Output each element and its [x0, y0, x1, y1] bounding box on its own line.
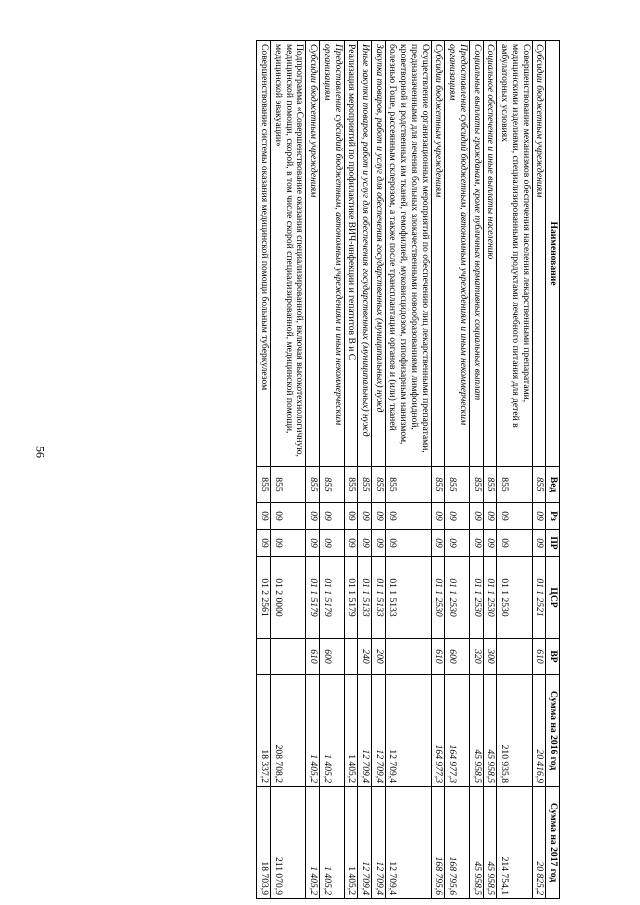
cell-sum-2016: 1 405,2 [344, 675, 358, 787]
cell-rz: 09 [306, 503, 320, 530]
table-body [257, 41, 546, 899]
cell-pr: 09 [431, 530, 445, 557]
cell-ved: 855 [271, 467, 306, 503]
table-header-row [546, 41, 560, 899]
cell-pr: 09 [257, 530, 271, 557]
cell-sum-2016: 45 958,5 [483, 675, 497, 787]
cell-vr: 610 [431, 639, 445, 675]
header-vr: ВР [546, 639, 560, 675]
cell-sum-2017: 20 825,2 [532, 787, 546, 899]
cell-sum-2016: 1 405,2 [306, 675, 320, 787]
table-row [469, 41, 483, 899]
cell-vr [344, 639, 358, 675]
cell-ved: 855 [358, 467, 372, 503]
cell-vr: 320 [469, 639, 483, 675]
cell-pr: 09 [532, 530, 546, 557]
cell-name: Осуществление организационных мероприятий по обеспечению лиц лекарственными препаратами, предназначенными для лечения больных злокачественными новообразованиями лимфоидной, кроветворной и родственных им тканей, гемофилией, муковисцидозом, гипофизарным нанизмом, болезнью Гоше, рассеянным склерозом, а также после трансплантации органов и (или) тканей [385, 41, 431, 467]
cell-sum-2017: 18 703,9 [257, 787, 271, 899]
cell-ved: 855 [320, 467, 344, 503]
table-row [431, 41, 445, 899]
cell-pr: 09 [371, 530, 385, 557]
cell-sum-2016: 45 958,5 [469, 675, 483, 787]
cell-rz: 09 [271, 503, 306, 530]
cell-csr: 01 2 2561 [257, 557, 271, 639]
cell-sum-2017: 1 405,2 [320, 787, 344, 899]
cell-ved: 855 [257, 467, 271, 503]
cell-name: Субсидии бюджетным учреждениям [306, 41, 320, 467]
cell-pr: 09 [483, 530, 497, 557]
cell-rz: 09 [257, 503, 271, 530]
cell-csr: 01 1 2530 [445, 557, 469, 639]
cell-name: Субсидии бюджетным учреждениям [431, 41, 445, 467]
table-row [320, 41, 344, 899]
cell-sum-2017: 214 754,1 [497, 787, 532, 899]
cell-rz: 09 [483, 503, 497, 530]
cell-vr: 600 [445, 639, 469, 675]
table-row [257, 41, 271, 899]
header-rz: Рз [546, 503, 560, 530]
cell-pr: 09 [306, 530, 320, 557]
cell-ved: 855 [497, 467, 532, 503]
cell-sum-2016: 164 977,3 [445, 675, 469, 787]
header-pr: ПР [546, 530, 560, 557]
cell-csr: 01 1 5133 [371, 557, 385, 639]
budget-table-container [80, 40, 560, 898]
header-sum-2016: Сумма на 2016 год [546, 675, 560, 787]
cell-sum-2016: 12 709,4 [358, 675, 372, 787]
cell-vr: 300 [483, 639, 497, 675]
cell-rz: 09 [344, 503, 358, 530]
header-name: Наименование [546, 41, 560, 467]
cell-name: Реализация мероприятий по профилактике ВИЧ-инфекции и гепатитов B и C [344, 41, 358, 467]
cell-rz: 09 [469, 503, 483, 530]
cell-csr: 01 1 5133 [358, 557, 372, 639]
cell-sum-2017: 45 958,5 [483, 787, 497, 899]
table-row [385, 41, 431, 899]
table-row [497, 41, 532, 899]
cell-vr: 610 [306, 639, 320, 675]
cell-pr: 09 [358, 530, 372, 557]
budget-table [256, 40, 560, 899]
cell-rz: 09 [320, 503, 344, 530]
cell-csr: 01 1 2521 [532, 557, 546, 639]
cell-vr: 610 [532, 639, 546, 675]
cell-name: Субсидии бюджетным учреждениям [532, 41, 546, 467]
cell-vr [385, 639, 431, 675]
table-row [483, 41, 497, 899]
cell-sum-2017: 168 795,6 [445, 787, 469, 899]
cell-vr [497, 639, 532, 675]
cell-sum-2017: 1 405,2 [344, 787, 358, 899]
cell-sum-2017: 12 709,4 [385, 787, 431, 899]
table-row [344, 41, 358, 899]
cell-ved: 855 [532, 467, 546, 503]
cell-rz: 09 [532, 503, 546, 530]
cell-pr: 09 [271, 530, 306, 557]
cell-csr: 01 1 5179 [344, 557, 358, 639]
cell-ved: 855 [431, 467, 445, 503]
cell-name: Предоставление субсидий бюджетным, автономным учреждениям и иным некоммерческим организациям [445, 41, 469, 467]
cell-csr: 01 1 2530 [469, 557, 483, 639]
cell-csr: 01 1 5179 [320, 557, 344, 639]
cell-csr: 01 2 0000 [271, 557, 306, 639]
header-csr: ЦСР [546, 557, 560, 639]
cell-vr [257, 639, 271, 675]
table-row [358, 41, 372, 899]
cell-sum-2016: 20 416,9 [532, 675, 546, 787]
cell-rz: 09 [371, 503, 385, 530]
header-sum-2017: Сумма на 2017 год [546, 787, 560, 899]
cell-rz: 09 [385, 503, 431, 530]
cell-ved: 855 [344, 467, 358, 503]
cell-ved: 855 [371, 467, 385, 503]
cell-sum-2016: 210 935,8 [497, 675, 532, 787]
page-number: 56 [33, 446, 48, 458]
cell-ved: 855 [445, 467, 469, 503]
cell-name: Предоставление субсидий бюджетным, автономным учреждениям и иным некоммерческим организациям [320, 41, 344, 467]
cell-sum-2016: 18 337,2 [257, 675, 271, 787]
cell-pr: 09 [445, 530, 469, 557]
cell-ved: 855 [483, 467, 497, 503]
cell-sum-2017: 12 709,4 [371, 787, 385, 899]
cell-sum-2016: 1 405,2 [320, 675, 344, 787]
cell-csr: 01 1 2530 [497, 557, 532, 639]
cell-name: Социальные выплаты гражданам, кроме публичных нормативных социальных выплат [469, 41, 483, 467]
table-row [371, 41, 385, 899]
cell-ved: 855 [306, 467, 320, 503]
cell-rz: 09 [358, 503, 372, 530]
cell-ved: 855 [469, 467, 483, 503]
table-row [306, 41, 320, 899]
cell-name: Иные закупки товаров, работ и услуг для обеспечения государственных (муниципальных) нужд [358, 41, 372, 467]
cell-name: Подпрограмма «Совершенствование оказания специализированной, включая высокотехнологичную, медицинской помощи, скорой, в том числе скорой специализированной, медицинской помощи, медицинской эвакуации» [271, 41, 306, 467]
table-row [271, 41, 306, 899]
cell-pr: 09 [469, 530, 483, 557]
cell-rz: 09 [497, 503, 532, 530]
table-row [532, 41, 546, 899]
cell-vr: 240 [358, 639, 372, 675]
cell-sum-2016: 164 977,3 [431, 675, 445, 787]
cell-name: Совершенствование системы оказания медицинской помощи больным туберкулезом [257, 41, 271, 467]
cell-vr: 200 [371, 639, 385, 675]
cell-sum-2016: 208 708,2 [271, 675, 306, 787]
cell-csr: 01 1 2530 [431, 557, 445, 639]
cell-sum-2017: 12 709,4 [358, 787, 372, 899]
cell-sum-2017: 45 958,5 [469, 787, 483, 899]
cell-sum-2016: 12 709,4 [371, 675, 385, 787]
cell-sum-2017: 211 070,9 [271, 787, 306, 899]
cell-sum-2017: 168 795,6 [431, 787, 445, 899]
cell-csr: 01 1 5133 [385, 557, 431, 639]
cell-rz: 09 [445, 503, 469, 530]
cell-sum-2017: 1 405,2 [306, 787, 320, 899]
cell-pr: 09 [497, 530, 532, 557]
cell-pr: 09 [320, 530, 344, 557]
cell-vr: 600 [320, 639, 344, 675]
table-row [445, 41, 469, 899]
cell-csr: 01 1 2530 [483, 557, 497, 639]
cell-pr: 09 [385, 530, 431, 557]
cell-sum-2016: 12 709,4 [385, 675, 431, 787]
cell-ved: 855 [385, 467, 431, 503]
cell-vr [271, 639, 306, 675]
cell-name: Совершенствование механизмов обеспечения населения лекарственными препаратами, медицинскими изделиями, специализированными продуктами лечебного питания для детей в амбулаторных условиях [497, 41, 532, 467]
cell-name: Закупка товаров, работ и услуг для обеспечения государственных (муниципальных) нужд [371, 41, 385, 467]
cell-csr: 01 1 5179 [306, 557, 320, 639]
header-ved: Вед [546, 467, 560, 503]
cell-name: Социальное обеспечение и иные выплаты населению [483, 41, 497, 467]
cell-pr: 09 [344, 530, 358, 557]
cell-rz: 09 [431, 503, 445, 530]
